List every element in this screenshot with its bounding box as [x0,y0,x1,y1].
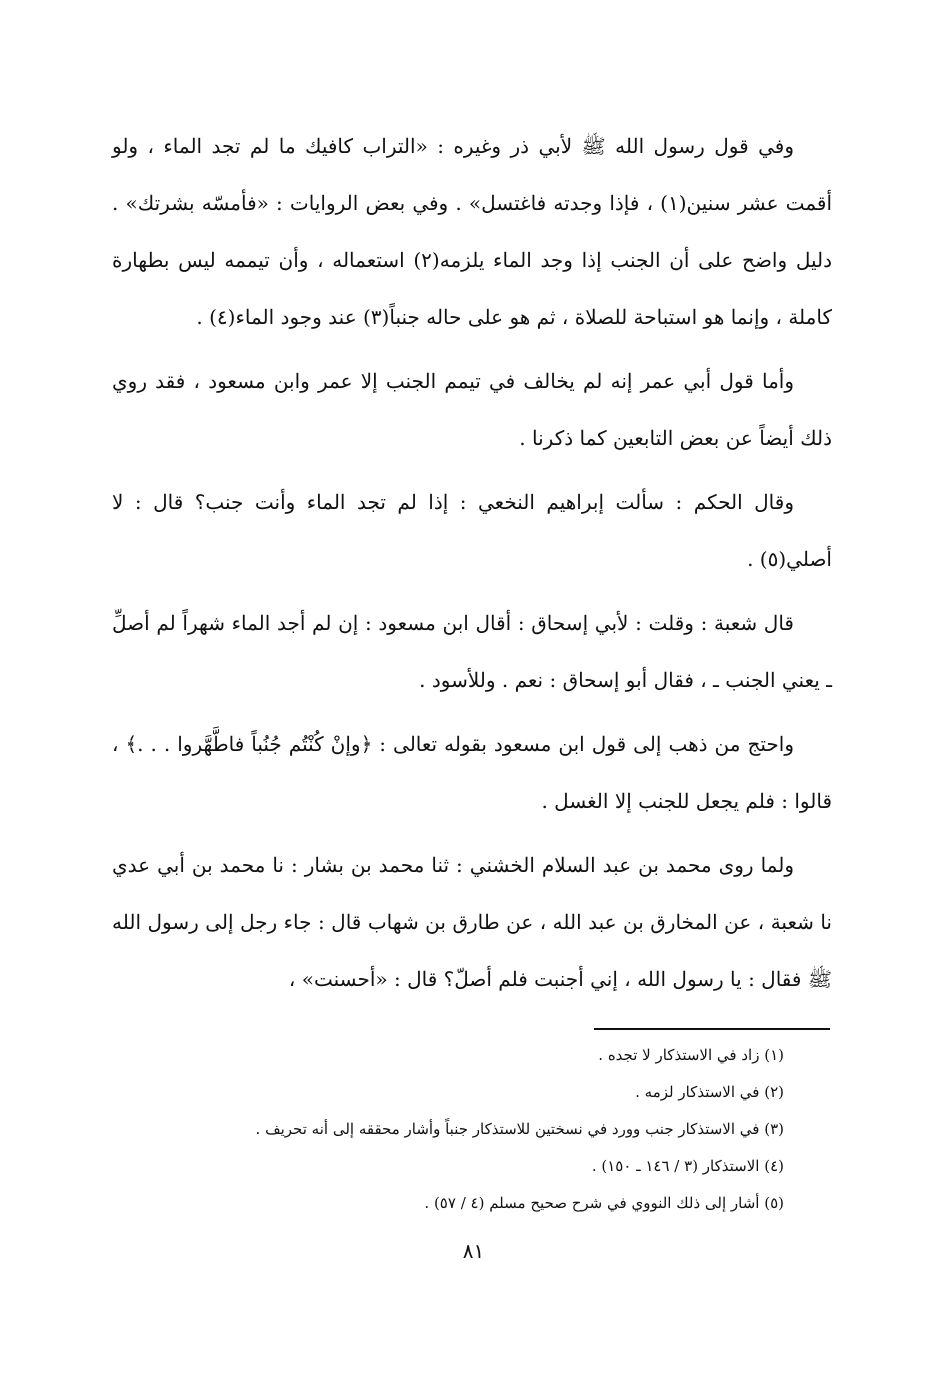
paragraph-4: قال شعبة : وقلت : لأبي إسحاق : أقال ابن مسعود : إن لم أجد الماء شهراً لم أصلِّ ـ يعني الجنب ـ ، فقال أبو إسحاق : نعم . وللأسود . [112,611,832,692]
main-text [112,118,832,1015]
footnote-4: (٤) الاستذكار (٣ / ١٤٦ ـ ١٥٠) . [591,1157,784,1175]
footnote-3: (٣) في الاستذكار جنب وورد في نسختين للاستذكار جنباً وأشار محققه إلى أنه تحريف . [255,1120,784,1138]
footnote-1: (١) زاد في الاستذكار لا تجده . [598,1046,784,1064]
paragraph-6: ولما روى محمد بن عبد السلام الخشني : ثنا محمد بن بشار : نا محمد بن أبي عدي نا شعبة ، عن المخارق بن عبد الله ، عن طارق بن شهاب قال : جاء رجل إلى رسول الله ﷺ فقال : يا رسول الله ، إني أجنبت فلم أصلّ؟ قال : «أحسنت» ، [112,853,832,991]
paragraph-3: وقال الحكم : سألت إبراهيم النخعي : إذا لم تجد الماء وأنت جنب؟ قال : لا أصلي(٥) . [112,490,832,571]
paragraph-1: وفي قول رسول الله ﷺ لأبي ذر وغيره : «التراب كافيك ما لم تجد الماء ، ولو أقمت عشر سنين(١) ، فإذا وجدته فاغتسل» . وفي بعض الروايات : «فأمسّه بشرتك» . دليل واضح على أن الجنب إذا وجد الماء يلزمه(٢) استعماله ، وأن تيممه ليس بطهارة كاملة ، وإنما هو استباحة للصلاة ، ثم هو على حاله جنباً(٣) عند وجود الماء(٤) . [112,134,833,329]
footnotes [112,1037,832,1222]
page-number: ٨١ [462,1239,485,1263]
paragraph-2: وأما قول أبي عمر إنه لم يخالف في تيمم الجنب إلا عمر وابن مسعود ، فقد روي ذلك أيضاً عن بعض التابعين كما ذكرنا . [112,369,832,450]
footnote-divider [594,1028,830,1030]
footnote-5: (٥) أشار إلى ذلك النووي في شرح صحيح مسلم (٤ / ٥٧) . [424,1194,784,1212]
footnote-2: (٢) في الاستذكار لزمه . [635,1083,784,1101]
paragraph-5: واحتج من ذهب إلى قول ابن مسعود بقوله تعالى : ﴿وإنْ كُنْتُم جُنُباً فاطَّهَّروا . . .﴾ ، قالوا : فلم يجعل للجنب إلا الغسل . [112,732,832,813]
